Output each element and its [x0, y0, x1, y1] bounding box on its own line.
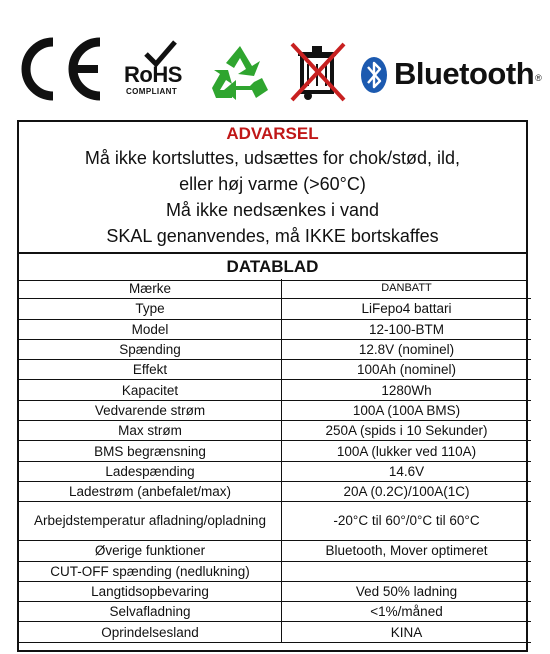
spec-label: BMS begrænsning	[19, 441, 282, 461]
rohs-label: RoHS	[124, 62, 182, 87]
table-row	[19, 360, 531, 380]
table-row	[19, 421, 531, 441]
rohs-compliant-label: COMPLIANT	[126, 87, 178, 96]
table-row	[19, 339, 531, 359]
spec-value: KINA	[282, 622, 532, 642]
spec-label: Kapacitet	[19, 380, 282, 400]
spec-value: Bluetooth, Mover optimeret	[282, 541, 532, 561]
spec-label: Type	[19, 299, 282, 319]
table-row	[19, 541, 531, 561]
warning-line: SKAL genanvendes, må IKKE bortskaffes	[106, 226, 439, 246]
spec-value: 12.8V (nominel)	[282, 339, 532, 359]
spec-label: Øverige funktioner	[19, 541, 282, 561]
rohs-compliant-logo	[122, 40, 204, 102]
bluetooth-wordmark: Bluetooth	[394, 56, 535, 91]
spec-value: 100A (lukker ved 110A)	[282, 441, 532, 461]
spec-value: 100Ah (nominel)	[282, 360, 532, 380]
battery-label	[17, 120, 528, 652]
registered-mark: ®	[535, 73, 542, 83]
spec-value: -20°C til 60°/0°C til 60°C	[282, 502, 532, 541]
warning-section	[19, 122, 526, 250]
table-row	[19, 400, 531, 420]
spec-label: Vedvarende strøm	[19, 400, 282, 420]
ce-mark-logo	[20, 36, 112, 102]
certification-logos	[0, 0, 550, 118]
spec-label: Langtidsopbevaring	[19, 581, 282, 601]
table-row	[19, 602, 531, 622]
datasheet-title: DATABLAD	[19, 252, 526, 281]
table-row	[19, 502, 531, 541]
spec-value: 20A (0.2C)/100A(1C)	[282, 481, 532, 501]
spec-label: Max strøm	[19, 421, 282, 441]
table-row	[19, 319, 531, 339]
table-row	[19, 461, 531, 481]
bluetooth-logo	[360, 54, 542, 98]
warning-line: Må ikke kortsluttes, udsættes for chok/stød, ild,	[84, 148, 461, 168]
table-row	[19, 561, 531, 581]
spec-label: Arbejdstemperatur afladning/opladning	[19, 502, 282, 541]
spec-label: Oprindelsesland	[19, 622, 282, 642]
warning-line: eller høj varme (>60°C)	[179, 174, 366, 194]
spec-label: Ladestrøm (anbefalet/max)	[19, 481, 282, 501]
bluetooth-icon	[360, 56, 388, 94]
datasheet-table	[19, 279, 531, 643]
spec-value: Ved 50% ladning	[282, 581, 532, 601]
table-row	[19, 581, 531, 601]
table-row	[19, 299, 531, 319]
crossed-out-wheelie-bin-icon	[286, 38, 348, 104]
table-row	[19, 622, 531, 642]
spec-value: 12-100-BTM	[282, 319, 532, 339]
table-row	[19, 441, 531, 461]
spec-label: Model	[19, 319, 282, 339]
spec-label: CUT-OFF spænding (nedlukning)	[19, 561, 282, 581]
table-row	[19, 481, 531, 501]
spec-value	[282, 561, 532, 581]
spec-value: 100A (100A BMS)	[282, 400, 532, 420]
warning-title: ADVARSEL	[226, 124, 319, 143]
warning-line: Må ikke nedsænkes i vand	[165, 200, 380, 220]
spec-label: Mærke	[19, 279, 282, 299]
spec-label: Selvafladning	[19, 602, 282, 622]
spec-label: Effekt	[19, 360, 282, 380]
spec-value: <1%/måned	[282, 602, 532, 622]
spec-value: DANBATT	[282, 279, 532, 299]
spec-label: Spænding	[19, 339, 282, 359]
spec-value: 1280Wh	[282, 380, 532, 400]
spec-value: LiFepo4 battari	[282, 299, 532, 319]
spec-value: 250A (spids i 10 Sekunder)	[282, 421, 532, 441]
recycle-icon	[208, 44, 272, 102]
spec-label: Ladespænding	[19, 461, 282, 481]
table-row	[19, 279, 531, 299]
spec-value: 14.6V	[282, 461, 532, 481]
table-row	[19, 380, 531, 400]
